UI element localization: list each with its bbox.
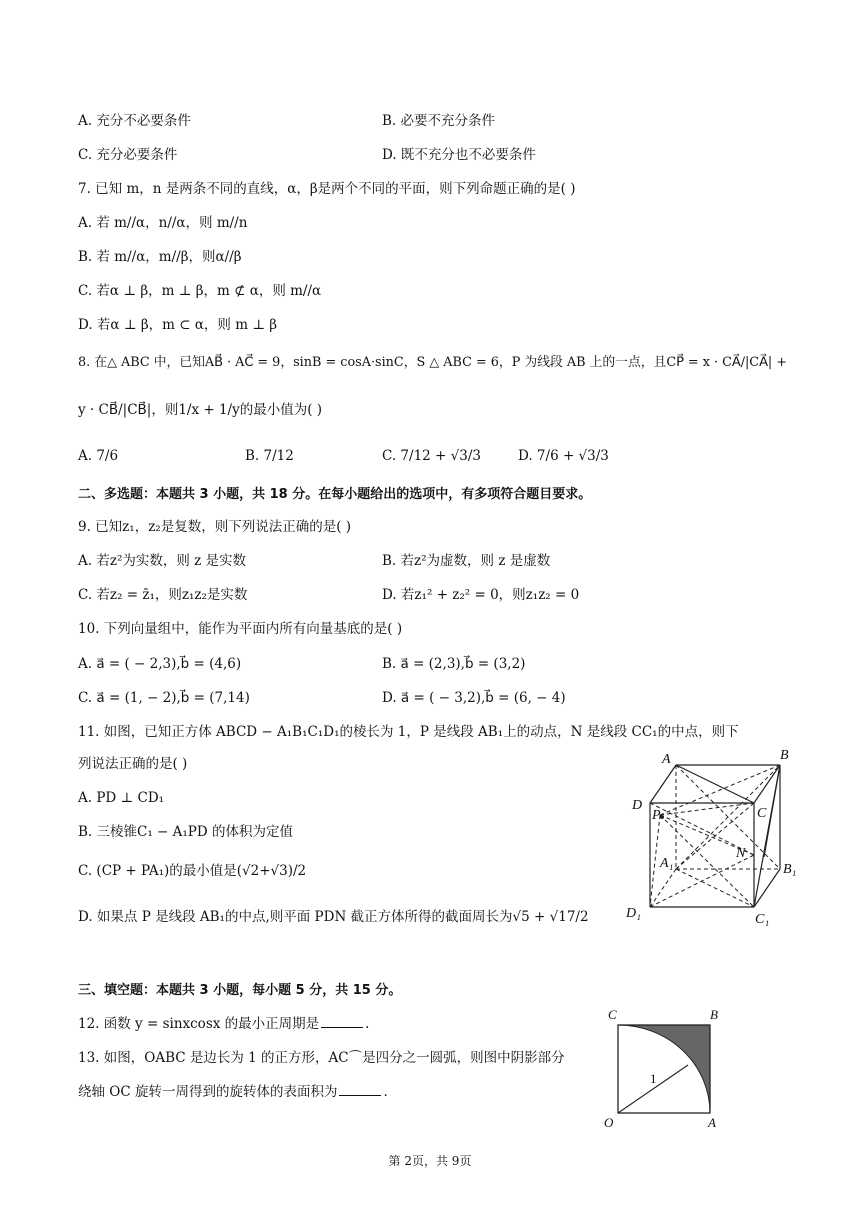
q11-stem-line1: 11. 如图，已知正方体 ABCD − A₁B₁C₁D₁的棱长为 1，P 是线段 AB₁上的动点，N 是线段 CC₁的中点，则下 — [78, 724, 739, 740]
q12-stem: 12. 函数 y = sinxcosx 的最小正周期是 — [78, 1016, 320, 1032]
cube-label-c1: C₁ — [755, 912, 770, 927]
q13-stem-line2: 绕轴 OC 旋转一周得到的旋转体的表面积为 — [78, 1084, 338, 1100]
q8-option-b: B. 7/12 — [245, 448, 294, 464]
cube-label-b1: B₁ — [783, 862, 797, 877]
cube-label-p: P — [652, 808, 661, 823]
q8-option-d: D. 7/6 + √3/3 — [518, 448, 609, 464]
q7-stem: 7. 已知 m，n 是两条不同的直线，α，β是两个不同的平面，则下列命题正确的是( ) — [78, 181, 576, 197]
q9-option-a: A. 若z²为实数，则 z 是实数 — [78, 553, 247, 569]
q9-option-d: D. 若z₁² + z₂² = 0，则z₁z₂ = 0 — [382, 587, 580, 603]
q9-option-c: C. 若z₂ = z̄₁，则z₁z₂是实数 — [78, 587, 248, 603]
q10-stem: 10. 下列向量组中，能作为平面内所有向量基底的是( ) — [78, 621, 403, 637]
q13-line2 — [78, 1083, 388, 1101]
cube-figure — [620, 745, 800, 935]
section-2-heading: 二、多选题：本题共 3 小题，共 18 分。在每小题给出的选项中，有多项符合题目要求。 — [78, 487, 592, 502]
cube-label-d1: D₁ — [626, 906, 641, 921]
q9-option-b: B. 若z²为虚数，则 z 是虚数 — [382, 553, 551, 569]
q7-option-c: C. 若α ⊥ β，m ⊥ β，m ⊄ α，则 m//α — [78, 283, 322, 299]
q12-answer-blank[interactable] — [321, 1015, 363, 1028]
q9-stem: 9. 已知z₁，z₂是复数，则下列说法正确的是( ) — [78, 519, 352, 535]
sq-label-b: B — [710, 1007, 718, 1022]
page-footer: 第 2页，共 9页 — [388, 1154, 472, 1168]
q11-stem-line2: 列说法正确的是( ) — [78, 756, 188, 772]
q6-option-c: C. 充分必要条件 — [78, 147, 178, 163]
cube-label-a1: A₁ — [660, 856, 674, 871]
q8-stem-line2: y · CB⃗/|CB⃗|，则1/x + 1/y的最小值为( ) — [78, 402, 323, 418]
q11-option-a: A. PD ⊥ CD₁ — [78, 790, 165, 806]
cube-label-d: D — [632, 798, 643, 813]
q8-stem-line1: 8. 在△ ABC 中，已知AB⃗ · AC⃗ = 9，sinB = cosA·sinC，S △ ABC = 6，P 为线段 AB 上的一点，且CP⃗ = x · CA⃗/|CA⃗| + — [78, 355, 787, 370]
q6-option-a: A. 充分不必要条件 — [78, 113, 191, 129]
q10-option-d: D. a⃗ = ( − 3,2),b⃗ = (6, − 4) — [382, 690, 566, 706]
q8-option-c: C. 7/12 + √3/3 — [382, 448, 481, 464]
q10-option-a: A. a⃗ = ( − 2,3),b⃗ = (4,6) — [78, 656, 242, 672]
q13-tail: . — [383, 1084, 388, 1100]
q10-option-c: C. a⃗ = (1, − 2),b⃗ = (7,14) — [78, 690, 250, 706]
sq-label-a: A — [708, 1115, 716, 1130]
cube-label-c: C — [757, 806, 767, 821]
q7-option-a: A. 若 m//α，n//α，则 m//n — [78, 215, 248, 231]
q13-stem-line1: 13. 如图，OABC 是边长为 1 的正方形，AC⌒是四分之一圆弧，则图中阴影部分 — [78, 1050, 565, 1066]
q8-option-a: A. 7/6 — [78, 448, 119, 464]
q13-answer-blank[interactable] — [339, 1083, 381, 1096]
q7-option-b: B. 若 m//α，m//β，则α//β — [78, 249, 242, 265]
q11-option-d: D. 如果点 P 是线段 AB₁的中点,则平面 PDN 截正方体所得的截面周长为√5 + √17/2 — [78, 909, 589, 925]
sq-label-o: O — [604, 1115, 614, 1130]
sq-label-c: C — [608, 1007, 617, 1022]
q10-option-b: B. a⃗ = (2,3),b⃗ = (3,2) — [382, 656, 526, 672]
q12-tail: . — [365, 1016, 370, 1032]
sq-label-radius: 1 — [650, 1071, 657, 1086]
q11-option-c: C. (CP + PA₁)的最小值是(√2+√3)/2 — [78, 863, 307, 879]
square-arc-figure — [598, 1005, 738, 1140]
cube-label-a: A — [662, 752, 671, 767]
section-3-heading: 三、填空题：本题共 3 小题，每小题 5 分，共 15 分。 — [78, 983, 402, 998]
cube-label-n: N — [736, 846, 746, 861]
q6-option-b: B. 必要不充分条件 — [382, 113, 496, 129]
cube-label-b: B — [780, 748, 789, 763]
q11-option-b: B. 三棱锥C₁ − A₁PD 的体积为定值 — [78, 824, 293, 840]
q12-line — [78, 1015, 369, 1033]
q7-option-d: D. 若α ⊥ β，m ⊂ α，则 m ⊥ β — [78, 317, 278, 333]
q6-option-d: D. 既不充分也不必要条件 — [382, 147, 536, 163]
